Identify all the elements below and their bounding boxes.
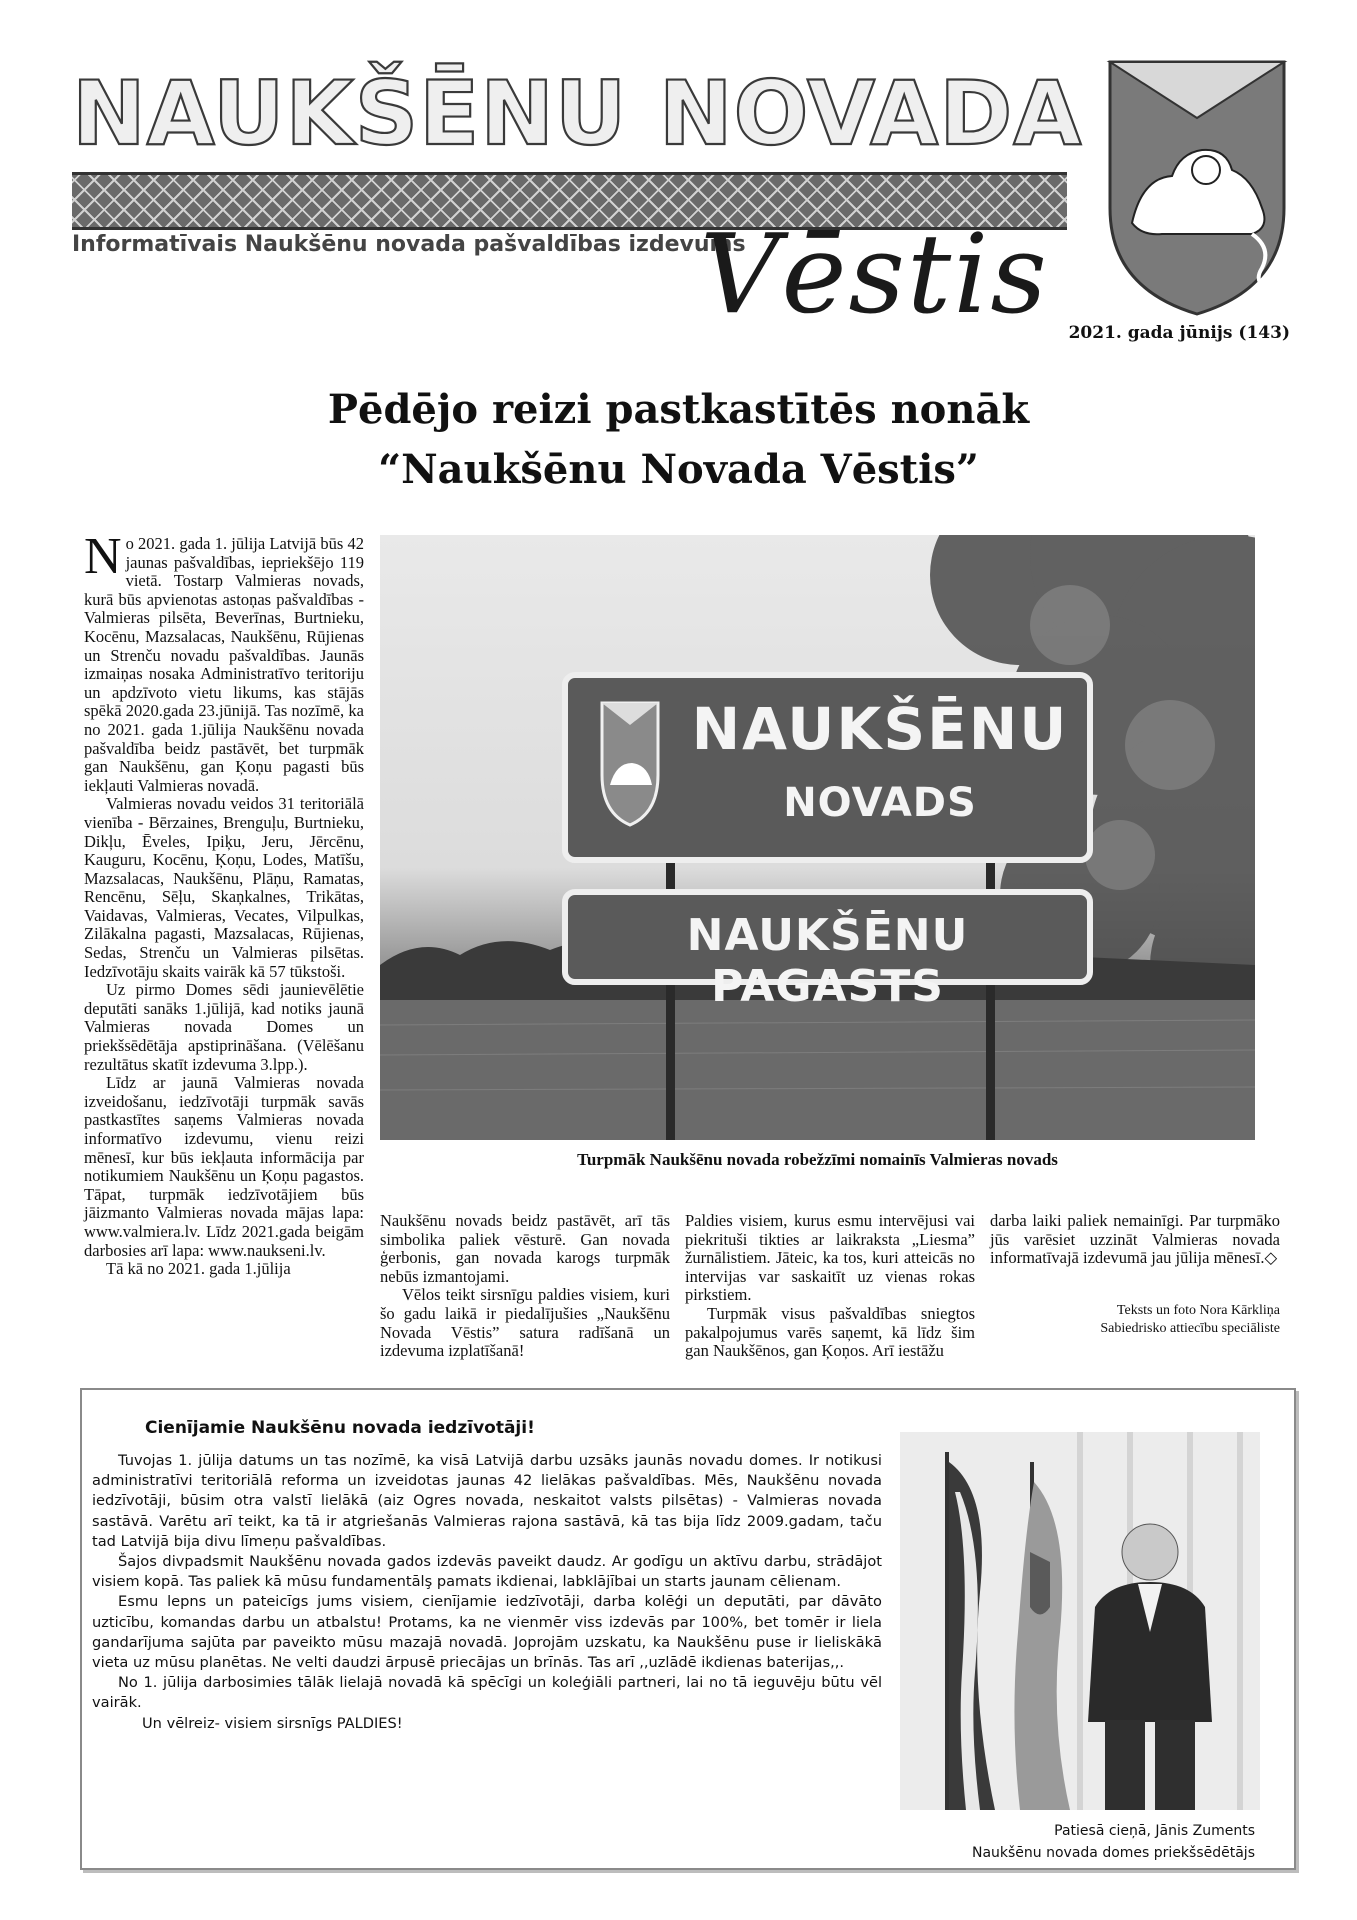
article-left-column: [84, 528, 364, 1279]
photo-caption: Turpmāk Naukšēnu novada robežzīmi nomainīs Valmieras novads: [577, 1150, 1058, 1169]
coat-of-arms-lion-icon: [1102, 58, 1292, 318]
masthead-subtitle: Informatīvais Naukšēnu novada pašvaldības izdevums: [72, 232, 746, 257]
headline-line-2: “Naukšēnu Novada Vēstis”: [378, 446, 979, 493]
article-paragraph: No 2021. gada 1. jūlija Latvijā būs 42 jaunas pašvaldības, iepriekšējo 119 vietā. Tostarp Valmieras novads, kurā būs apvienotas astoņas pašvaldības - Valmieras pilsēta, Beverīnas, Burtnieku, Kocēnu, Mazsalacas, Naukšēnu, Rūjienas un Strenču novadu pašvaldības. Jaunās izmaiņas nosaka Administratīvo teritoriju un apdzīvoto vietu likums, kas stājās spēkā 2020.gada 23.jūnijā. Tas nozīmē, ka no 2021. gada 1.jūlija Naukšēnu novada pašvaldība beidz pastāvēt, bet turpmāk gan Naukšēnu, gan Ķoņu pagasti būs iekļauti Valmieras novadā.: [84, 528, 364, 795]
letter-paragraph: Šajos divpadsmit Naukšēnu novada gados izdevās paveikt daudz. Ar godīgu un aktīvu darbu, strādājot visiem kopā. Tas paliek kā mūsu fundamentālş pamats ikdienai, labklājībai un starts jaunam cēlienam.: [92, 1553, 882, 1591]
letter-title: Cienījamie Naukšēnu novada iedzīvotāji!: [145, 1418, 535, 1438]
article-paragraph: Valmieras novadu veidos 31 teritoriālā vienība - Bērzaines, Brenguļu, Burtnieku, Dikļu, Ēveles, Ipiķu, Jeru, Jērcēnu, Kauguru, Kocēnu, Ķoņu, Lodes, Matīšu, Mazsalacas, Naukšēnu, Plāņu, Ramatas, Rencēnu, Sēļu, Skaņkalnes, Trikātas, Vaidavas, Valmieras, Vecates, Vilpulkas, Zilākalna pagasti, Mazsalacas, Rūjienas, Sedas, Strenču un Valmieras pilsētas. Iedzīvotāju skaits vairāk kā 57 tūkstoši.: [84, 794, 364, 981]
article-column-2: [685, 1212, 975, 1361]
letter-thanks: Un vēlreiz- visiem sirsnīgs PALDIES!: [142, 1714, 403, 1732]
letter-signature: [900, 1820, 1255, 1864]
letter-paragraph: Tuvojas 1. jūlija datums un tas nozīmē, ka visā Latvijā darbu uzsāks jaunās novadu domes. Ir notikusi administratīvi teritoriālā reforma un izveidotas jaunas 42 lielākas pašvaldības. Mēs, Naukšēnu novada iedzīvotāji, būsim otra valstī lielākā (aiz Ogres novada, neskaitot valsts pilsētas) - Valmieras novada sastāvā. Varētu arī teikt, ka tā ir atgriešanās Valmieras rajona sastāvā, kā tas bija līdz 2009.gadam, taču tad Latvijā bija divu līmeņu pašvaldības.: [92, 1452, 882, 1550]
letter-paragraph: No 1. jūlija darbosimies tālāk lielajā novadā kā spēcīgi un koleģiāli partneri, lai no tā ieguvēju būtu vēl vairāk.: [92, 1674, 882, 1712]
credit-role: Sabiedrisko attiecību speciāliste: [1100, 1321, 1280, 1336]
article-paragraph: Paldies visiem, kurus esmu intervējusi vai piekrituši tikties ar laikraksta „Liesma” žurnālistiem. Jāteic, ka tos, kuri atteicās no intervijas var saskaitīt uz vienas rokas pirkstiem.: [685, 1211, 975, 1305]
letter-body: [92, 1451, 882, 1734]
letter-paragraph: Esmu lepns un pateicīgs jums visiem, cienījamie iedzīvotāji, darba kolēģi un deputāti, par dāvāto uzticību, komandas darbu un atbalstu! Protams, ka ne vienmēr viss izdevās par 100%, bet tomēr ir liela gandarījuma sajūta par paveikto mūsu mazajā novadā. Joprojām uzskatu, ka Naukšēnu puse ir lieliskākā vieta uz mūsu planētas. Ne velti daudzi ārpusē priecājas un brīnās. Tas arī ,,uzlādē ikdienas baterijas,,.: [92, 1593, 882, 1672]
article-paragraph: Naukšēnu novads beidz pastāvēt, arī tās simbolika paliek vēsturē. Gan novada ģerbonis, gan novada karogs turpmāk nebūs izmantojami.: [380, 1211, 670, 1286]
sign-pagasts: NAUKŠĒNU PAGASTS: [686, 910, 969, 1012]
signature-role: Naukšēnu novada domes priekšsēdētājs: [971, 1845, 1255, 1861]
road-sign-photo: [380, 535, 1255, 1140]
author-credit: [990, 1302, 1280, 1338]
article-paragraph: darba laiki paliek nemainīgi. Par turpmāko jūs varēsiet uzzināt Valmieras novada informatīvajā izdevumā jau jūlija mēnesī.◇: [990, 1211, 1280, 1268]
sign-subtitle: NOVADS: [783, 780, 977, 826]
headline: [0, 380, 1357, 500]
article-paragraph: Vēlos teikt sirsnīgu paldies visiem, kuri šo gadu laikā ir piedalījušies „Naukšēnu Novada Vēstis” satura radīšanā un izdevuma izplatīšanā!: [380, 1285, 670, 1361]
article-paragraph: Uz pirmo Domes sēdi jaunievēlētie deputāti sanāks 1.jūlijā, kad notiks jaunā Valmieras novada Domes un priekšsēdētāja apstiprināšana. (Vēlēšanu rezultātus skatīt izdevuma 3.lpp.).: [84, 980, 364, 1074]
article-paragraph: Līdz ar jaunā Valmieras novada izveidošanu, iedzīvotāji turpmāk savās pastkastītes saņems Valmieras novada informatīvo izdevumu, vienu reizi mēnesī, kur būs iekļauta informācija par notikumiem Naukšēnu un Ķoņu pagastos. Tāpat, turpmāk iedzīvotājiem būs jāizmanto Valmieras novada mājas lapa: www.valmiera.lv. Līdz 2021.gada beigām darbosies arī lapa: www.naukseni.lv.: [84, 1073, 364, 1260]
signature-name: Patiesā cieņā, Jānis Zuments: [1054, 1823, 1255, 1839]
credit-author: Teksts un foto Nora Kārkliņa: [1116, 1303, 1280, 1318]
masthead-script-title: Vēstis: [700, 210, 1049, 338]
article-column-1: [380, 1212, 670, 1361]
issue-date: 2021. gada jūnijs (143): [1068, 323, 1290, 343]
article-paragraph: Tā kā no 2021. gada 1.jūlija: [106, 1259, 291, 1279]
sign-title: NAUKŠĒNU: [691, 695, 1069, 763]
chairman-photo: [900, 1432, 1260, 1810]
headline-line-1: Pēdējo reizi pastkastītēs nonāk: [327, 386, 1030, 433]
article-paragraph: Turpmāk visus pašvaldības sniegtos pakalpojumus varēs saņemt, kā līdz šim gan Naukšēnos, gan Ķoņos. Arī iestāžu: [685, 1303, 975, 1361]
article-column-3: [990, 1212, 1280, 1268]
masthead-title: NAUKŠĒNU NOVADA: [72, 62, 1083, 165]
drop-cap: N: [84, 528, 122, 585]
